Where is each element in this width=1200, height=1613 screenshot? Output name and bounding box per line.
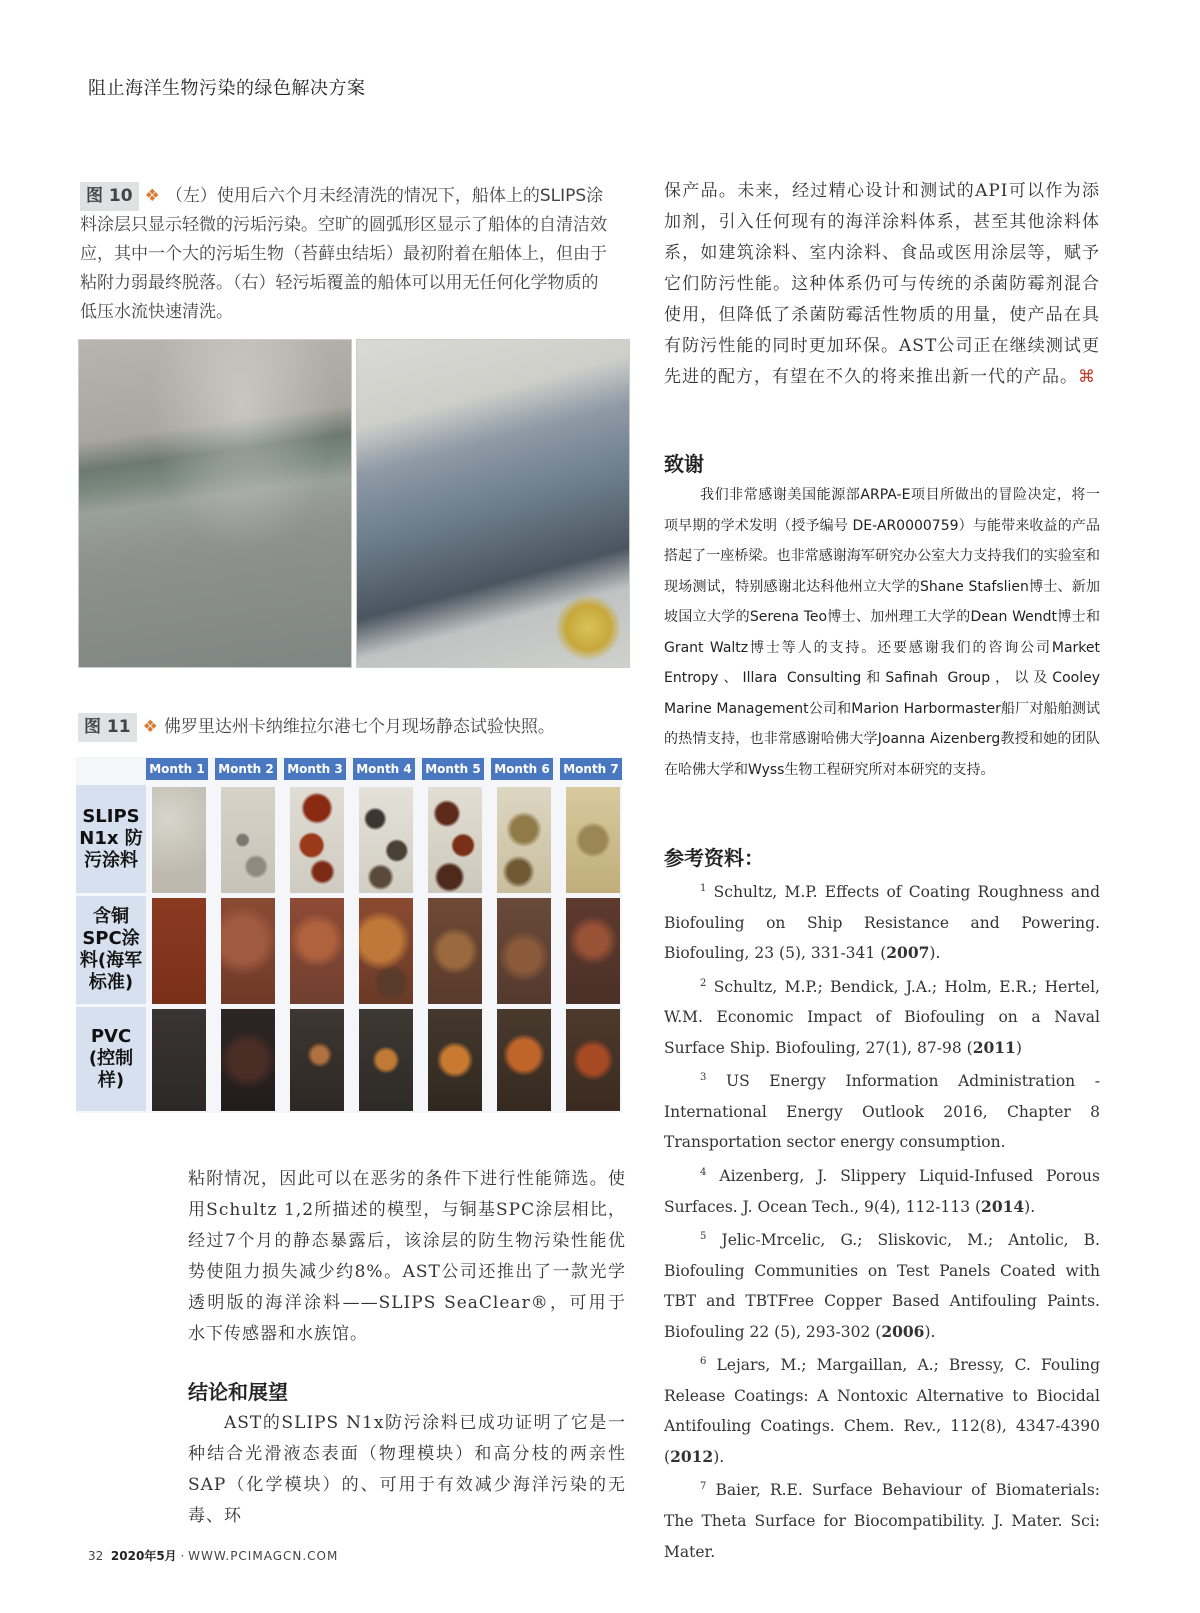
footer-dot: · bbox=[180, 1549, 185, 1563]
right-paragraph-text: 保产品。未来，经过精心设计和测试的API可以作为添加剂，引入任何现有的海洋涂料体系，甚至其他涂料体系，如建筑涂料、室内涂料、食品或医用涂层等，赋予它们防污性能。这种体系仍可与传统的杀菌防霉剂混合使用，但降低了杀菌防霉活性物质的用量，使产品在具有防污性能的同时更加环保。AST公司正在继续测试更先进的配方，有望在不久的将来推出新一代的产品。 bbox=[664, 181, 1100, 387]
fig11-table bbox=[76, 757, 622, 1113]
fig11-label: 图 11 bbox=[78, 713, 137, 742]
test-panel-image bbox=[428, 898, 482, 1004]
fig10-caption bbox=[80, 182, 608, 327]
test-panel-image bbox=[566, 898, 620, 1004]
test-panel-image bbox=[152, 1009, 206, 1111]
acknowledgement-text: 我们非常感谢美国能源部ARPA-E项目所做出的冒险决定，将一项早期的学术发明（授予编号 DE-AR0000759）与能带来收益的产品搭起了一座桥梁。也非常感谢海军研究办公室大力支持我们的实验室和现场测试，特别感谢北达科他州立大学的Shane Stafslien博士、新加坡国立大学的Serena Teo博士、加州理工大学的Dean Wendt博士和Grant Waltz博士等人的支持。还要感谢我们的咨询公司Market Entropy、Illara Consulting和Safinah Group，以及Cooley Marine Management公司和Marion Harbormaster船厂对船舶测试的热情支持，也非常感谢哈佛大学Joanna Aizenberg教授和她的团队在哈佛大学和Wyss生物工程研究所对本研究的支持。 bbox=[664, 487, 1100, 778]
test-panel-image bbox=[497, 1009, 551, 1111]
fig10-label: 图 10 bbox=[80, 182, 139, 211]
reference-item: $^5$ Jelic-Mrcelic, G.; Sliskovic, M.; Antolic, B. Biofouling Communities on Test Panels Coated with TBT and TBTFree Copper Based Antifouling Paints. Biofouling 22 (5), 293-302 (2006). bbox=[664, 1231, 1100, 1341]
month-header: Month 3 bbox=[284, 758, 346, 780]
running-header: 阻止海洋生物污染的绿色解决方案 bbox=[88, 78, 366, 99]
test-panel-image bbox=[221, 898, 275, 1004]
test-panel-image bbox=[290, 1009, 344, 1111]
test-panel-image bbox=[359, 787, 413, 893]
fig10-right-photo bbox=[356, 339, 630, 668]
month-header: Month 1 bbox=[146, 758, 208, 780]
conclusion-heading: 结论和展望 bbox=[188, 1380, 288, 1404]
conclusion-paragraph: AST的SLIPS N1x防污涂料已成功证明了它是一种结合光滑液态表面（物理模块）和高分枝的两亲性SAP（化学模块）的、可用于有效减少海洋污染的无毒、环 bbox=[188, 1413, 626, 1526]
reference-item: $^7$ Baier, R.E. Surface Behaviour of Biomaterials: The Theta Surface for Biocompatibility. J. Mater. Sci: Mater. bbox=[664, 1481, 1101, 1561]
test-panel-image bbox=[221, 787, 275, 893]
test-panel-image bbox=[497, 787, 551, 893]
end-mark-icon: ⌘ bbox=[1078, 367, 1096, 387]
test-panel-image bbox=[428, 1009, 482, 1111]
test-panel-image bbox=[152, 898, 206, 1004]
right-body-paragraph bbox=[664, 176, 1100, 393]
references-list bbox=[664, 874, 1100, 1567]
test-panel-image bbox=[497, 898, 551, 1004]
acknowledgement-heading: 致谢 bbox=[664, 452, 704, 476]
row-label-slips: SLIPS N1x 防污涂料 bbox=[76, 785, 146, 893]
fig10-left-photo bbox=[78, 339, 352, 668]
test-panel-image bbox=[566, 1009, 620, 1111]
month-header: Month 4 bbox=[353, 758, 415, 780]
reference-item: $^3$ US Energy Information Administration - International Energy Outlook 2016, Chapter 8 Transportation sector energy consumption. bbox=[664, 1072, 1100, 1152]
test-panel-image bbox=[290, 898, 344, 1004]
test-panel-image bbox=[428, 787, 482, 893]
reference-item: $^1$ Schultz, M.P. Effects of Coating Roughness and Biofouling on Ship Resistance and Powering. Biofouling, 23 (5), 331-341 (2007). bbox=[664, 883, 1100, 963]
diamond-icon: ❖ bbox=[142, 717, 158, 737]
page-number: 32 bbox=[88, 1549, 104, 1563]
test-panel-image bbox=[152, 787, 206, 893]
reference-item: $^6$ Lejars, M.; Margaillan, A.; Bressy, C. Fouling Release Coatings: A Nontoxic Alternative to Biocidal Antifouling Coatings. Chem. Rev., 112(8), 4347-4390 (2012). bbox=[664, 1356, 1100, 1466]
test-panel-image bbox=[359, 898, 413, 1004]
website-link[interactable]: WWW.PCIMAGCN.COM bbox=[188, 1549, 339, 1563]
fig10-caption-text: （左）使用后六个月未经清洗的情况下，船体上的SLIPS涂料涂层只显示轻微的污垢污染。空旷的圆弧形区显示了船体的自清洁效应，其中一个大的污垢生物（苔藓虫结垢）最初附着在船体上，但由于粘附力弱最终脱落。（右）轻污垢覆盖的船体可以用无任何化学物质的低压水流快速清洗。 bbox=[80, 186, 607, 322]
reference-item: $^4$ Aizenberg, J. Slippery Liquid-Infused Porous Surfaces. J. Ocean Tech., 9(4), 112-113 (2014). bbox=[664, 1166, 1100, 1216]
month-header: Month 5 bbox=[422, 758, 484, 780]
fig11-caption bbox=[78, 713, 638, 742]
left-body-paragraph: 粘附情况，因此可以在恶劣的条件下进行性能筛选。使用Schultz 1,2所描述的模型，与铜基SPC涂层相比，经过7个月的静态暴露后，该涂层的防生物污染性能优势使阻力损失减少约8%。AST公司还推出了一款光学透明版的海洋涂料——SLIPS SeaClear®，可用于水下传感器和水族馆。 bbox=[188, 1169, 626, 1344]
issue-date: 2020年5月 bbox=[110, 1549, 177, 1563]
reference-item: $^2$ Schultz, M.P.; Bendick, J.A.; Holm, E.R.; Hertel, W.M. Economic Impact of Biofouling on a Naval Surface Ship. Biofouling, 27(1), 87-98 (2011) bbox=[664, 977, 1100, 1057]
month-header: Month 2 bbox=[215, 758, 277, 780]
row-label-pvc: PVC (控制样) bbox=[76, 1007, 146, 1111]
month-header: Month 6 bbox=[491, 758, 553, 780]
test-panel-image bbox=[566, 787, 620, 893]
references-heading: 参考资料： bbox=[664, 846, 764, 870]
test-panel-image bbox=[290, 787, 344, 893]
test-panel-image bbox=[221, 1009, 275, 1111]
fig11-caption-text: 佛罗里达州卡纳维拉尔港七个月现场静态试验快照。 bbox=[163, 717, 555, 737]
row-label-copper-spc: 含铜 SPC涂料(海军标准) bbox=[76, 896, 146, 1004]
month-header: Month 7 bbox=[560, 758, 622, 780]
test-panel-image bbox=[359, 1009, 413, 1111]
page-footer bbox=[88, 1547, 338, 1564]
diamond-icon: ❖ bbox=[144, 186, 160, 206]
